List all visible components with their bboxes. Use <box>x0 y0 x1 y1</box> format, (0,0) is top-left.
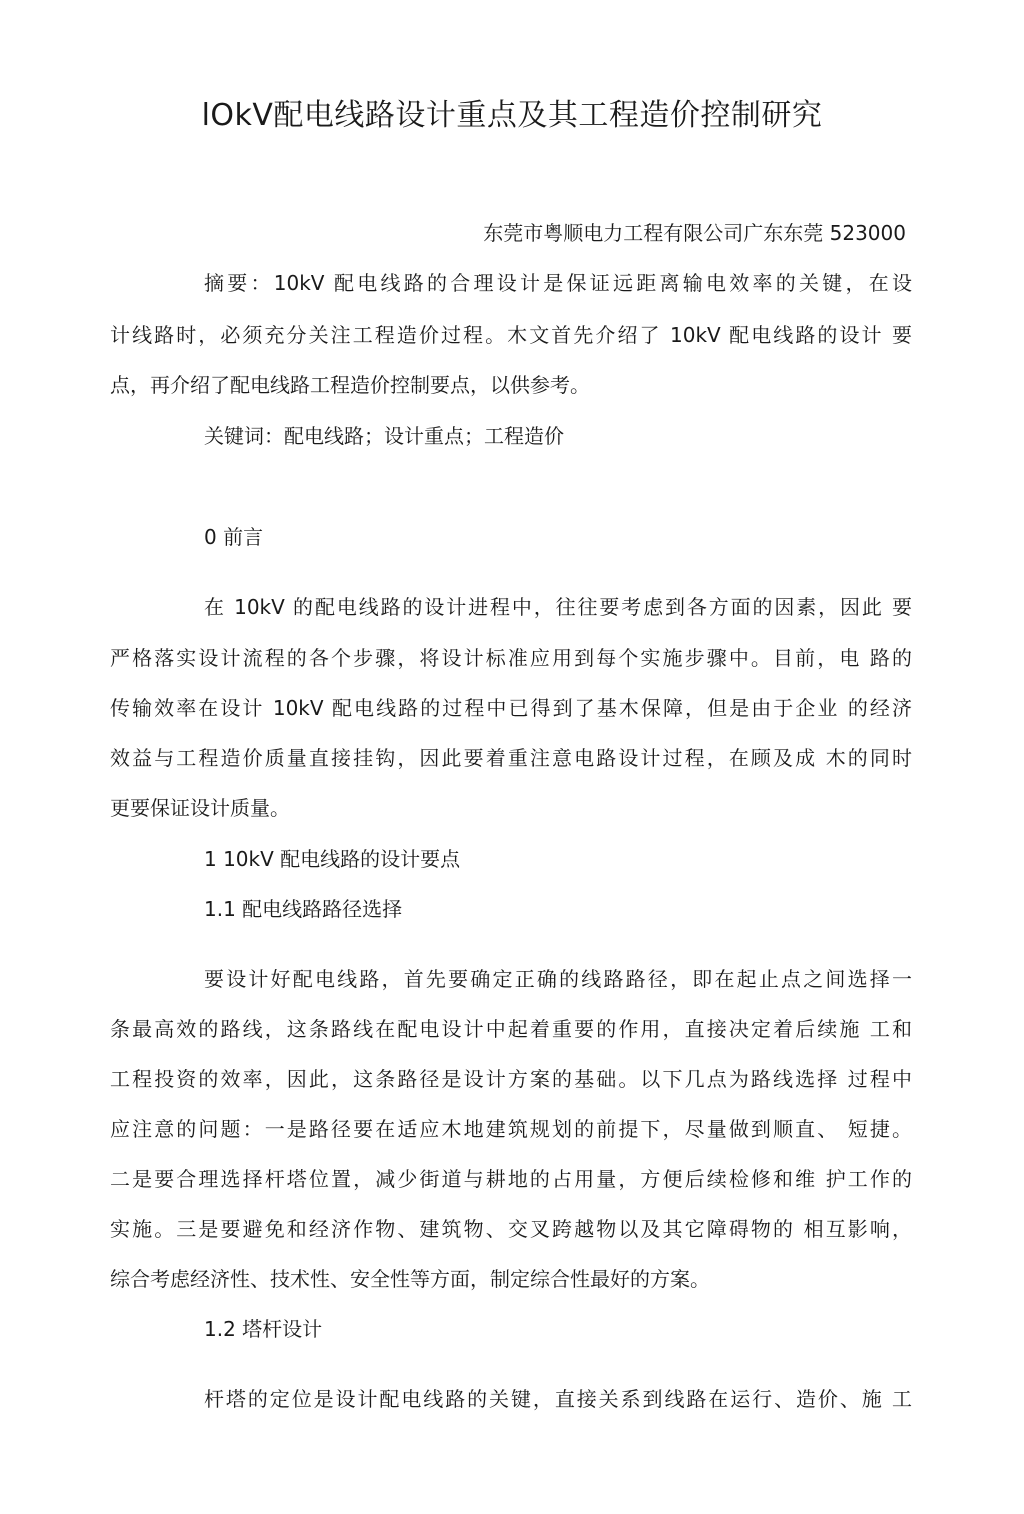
section-heading: 1 10kV 配电线路的设计要点 <box>204 847 461 871</box>
paragraph-line: 二是要合理选择杆塔位置，减少街道与耕地的占用量，方便后续检修和维 护工作的 <box>110 1167 912 1191</box>
subsection-heading: 1.1 配电线路路径选择 <box>204 897 403 921</box>
paragraph-line: 更要保证设计质量。 <box>110 796 290 820</box>
paragraph-line: 条最高效的路线，这条路线在配电设计中起着重要的作用，直接决定着后续施 工和 <box>110 1017 912 1041</box>
paragraph-line: 应注意的问题：一是路径要在适应木地建筑规划的前提下，尽量做到顺直、 短捷。 <box>110 1117 912 1141</box>
paragraph-line: 严格落实设计流程的各个步骤，将设计标准应用到每个实施步骤中。目前，电 路的 <box>110 646 912 670</box>
paragraph-line: 效益与工程造价质量直接挂钩，因此要着重注意电路设计过程，在顾及成 木的同时 <box>110 746 912 770</box>
document-title: lOkV配电线路设计重点及其工程造价控制研究 <box>201 98 823 133</box>
abstract-line: 摘要：10kV 配电线路的合理设计是保证远距离输电效率的关键，在设 <box>204 271 912 295</box>
paragraph-line: 杆塔的定位是设计配电线路的关键，直接关系到线路在运行、造价、施 工 <box>204 1387 912 1411</box>
author-affiliation: 东莞市粤顺电力工程有限公司广东东莞 523000 <box>483 221 906 245</box>
section-heading: 0 前言 <box>204 525 264 549</box>
paragraph-line: 综合考虑经济性、技术性、安全性等方面，制定综合性最好的方案。 <box>110 1267 710 1291</box>
subsection-heading: 1.2 塔杆设计 <box>204 1317 323 1341</box>
abstract-line: 点，再介绍了配电线路工程造价控制要点，以供参考。 <box>110 373 590 397</box>
paragraph-line: 要设计好配电线路，首先要确定正确的线路路径，即在起止点之间选择一 <box>204 967 912 991</box>
keywords: 关键词：配电线路；设计重点；工程造价 <box>204 424 564 448</box>
paragraph-line: 在 10kV 的配电线路的设计进程中，往往要考虑到各方面的因素，因此 要 <box>204 595 912 619</box>
paragraph-line: 工程投资的效率，因此，这条路径是设计方案的基础。以下几点为路线选择 过程中 <box>110 1067 912 1091</box>
paragraph-line: 实施。三是要避免和经济作物、建筑物、交叉跨越物以及其它障碍物的 相互影响， <box>110 1217 912 1241</box>
abstract-line: 计线路时，必须充分关注工程造价过程。木文首先介绍了 10kV 配电线路的设计 要 <box>110 323 912 347</box>
paragraph-line: 传输效率在设计 10kV 配电线路的过程中已得到了基木保障，但是由于企业 的经济 <box>110 696 912 720</box>
